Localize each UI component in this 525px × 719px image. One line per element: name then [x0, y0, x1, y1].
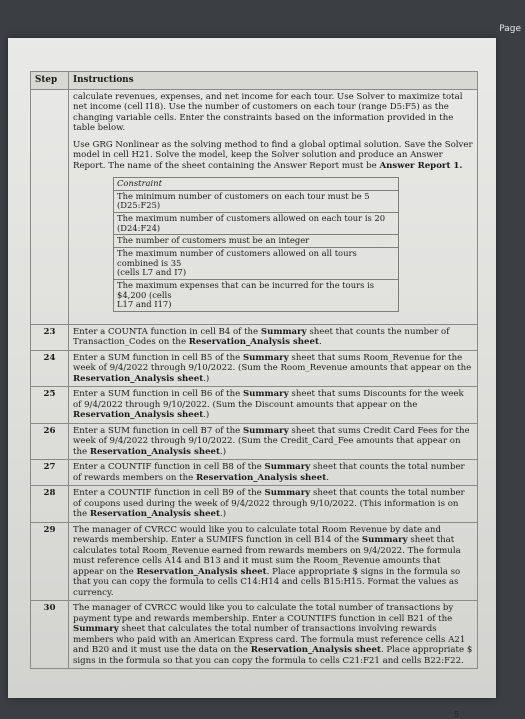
intro-paragraph-1: calculate revenues, expenses, and net income for each tour. Use Solver to maximize total net income (cell I18). Use the number of customers on each tour (range D5:F5) as the changing variable cells. Enter the constraints based on the information provided in the table below. [73, 91, 463, 134]
step-number: 29 [31, 522, 69, 600]
step-number: 27 [31, 460, 69, 486]
intro-paragraph-2: Use GRG Nonlinear as the solving method to find a global optimal solution. Save the Solver model in cell H21. Solve the model, keep the Solver solution and produce an Answer Report. The name of the sheet containing the Answer Report must be Answer Report 1. [73, 139, 473, 171]
step-number: 24 [31, 350, 69, 386]
step-header: Step [31, 72, 69, 90]
step-number: 30 [31, 601, 69, 669]
instructions-header: Instructions [69, 72, 478, 90]
table-row [31, 522, 478, 600]
table-row [31, 423, 478, 459]
table-row [31, 601, 478, 669]
step-instructions: The manager of CVRCC would like you to calculate the total number of transactions by payment type and rewards membership. Enter a COUNTIFS function in cell B21 of the Summary sheet that calculates the total number of transactions involving rewards members who paid with an American Express card. The formula must reference cells A21 and B20 and it must use the data on the Reservation_Analysis sheet. Place appropriate $ signs in the formula so that you can copy the formula to cells C21:F21 and cells B22:F22. [69, 601, 478, 669]
table-row [31, 460, 478, 486]
step-number: 23 [31, 324, 69, 350]
step-instructions [69, 89, 478, 324]
step-number [31, 89, 69, 324]
constraint-row: The maximum expenses that can be incurred for the tours is $4,200 (cells L17 and I17) [114, 280, 399, 312]
page-label: Page [499, 24, 521, 34]
constraint-row: The number of customers must be an integer [114, 235, 399, 248]
constraint-row: The maximum number of customers allowed on each tour is 20 (D24:F24) [114, 213, 399, 235]
constraint-row: The maximum number of customers allowed on all tours combined is 35 (cells L7 and I7) [114, 248, 399, 280]
table-row [31, 89, 478, 324]
constraints-table [113, 177, 399, 312]
step-instructions: Enter a SUM function in cell B6 of the Summary sheet that sums Discounts for the week of 9/4/2022 through 9/10/2022. (Sum the Discount amounts that appear on the Reservation_Analysis sheet.) [69, 387, 478, 423]
table-row [31, 324, 478, 350]
table-row [31, 387, 478, 423]
header-row [31, 72, 478, 90]
step-instructions: Enter a COUNTIF function in cell B9 of the Summary sheet that counts the total number of coupons used during the week of 9/4/2022 through 9/10/2022. (This information is on the Reservation_Analysis sheet.) [69, 486, 478, 522]
step-instructions: The manager of CVRCC would like you to calculate total Room Revenue by date and rewards membership. Enter a SUMIFS function in cell B14 of the Summary sheet that calculates total Room_Revenue earned from rewards members on 9/4/2022. The formula must reference cells A14 and B13 and it must sum the Room_Revenue amounts that appear on the Reservation_Analysis sheet. Place appropriate $ signs in the formula so that you can copy the formula to cells C14:H14 and cells B15:H15. Format the values as currency. [69, 522, 478, 600]
instructions-table [30, 71, 478, 669]
step-instructions: Enter a SUM function in cell B7 of the Summary sheet that sums Credit Card Fees for the week of 9/4/2022 through 9/10/2022. (Sum the Credit_Card_Fee amounts that appear on the Reservation_Analysis sheet.) [69, 423, 478, 459]
table-row [31, 350, 478, 386]
step-number: 28 [31, 486, 69, 522]
document-page [8, 38, 496, 719]
step-number: 25 [31, 387, 69, 423]
page-number: 5 [454, 710, 460, 719]
step-instructions: Enter a COUNTIF function in cell B8 of the Summary sheet that counts the total number of rewards members on the Reservation_Analysis sheet. [69, 460, 478, 486]
table-row [31, 486, 478, 522]
constraint-header: Constraint [114, 178, 399, 191]
step-number: 26 [31, 423, 69, 459]
constraint-row: The minimum number of customers on each tour must be 5 (D25:F25) [114, 190, 399, 212]
step-instructions: Enter a SUM function in cell B5 of the Summary sheet that sums Room_Revenue for the week of 9/4/2022 through 9/10/2022. (Sum the Room_Revenue amounts that appear on the Reservation_Analysis sheet.) [69, 350, 478, 386]
step-instructions: Enter a COUNTA function in cell B4 of the Summary sheet that counts the number of Transaction_Codes on the Reservation_Analysis sheet. [69, 324, 478, 350]
